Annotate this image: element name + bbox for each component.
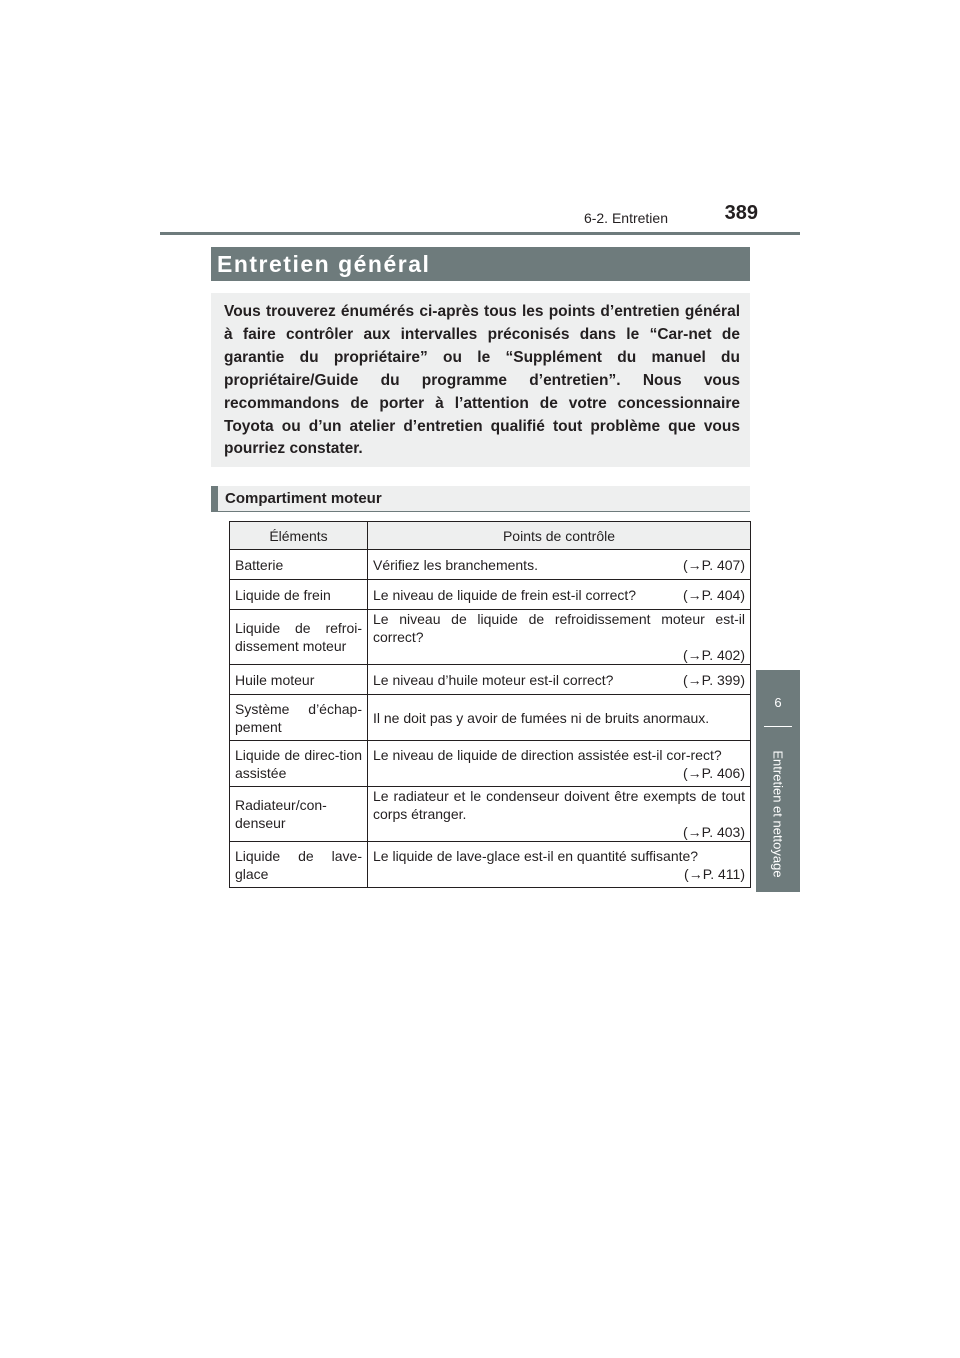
row-check bbox=[368, 695, 751, 741]
row-item: Liquide de refroi-dissement moteur bbox=[230, 610, 368, 665]
subsection-title: Compartiment moteur bbox=[225, 490, 382, 507]
row-check-text: Vérifiez les branchements. bbox=[373, 556, 538, 573]
row-item: Liquide de direc-tion assistée bbox=[230, 741, 368, 787]
header-rule bbox=[160, 232, 800, 235]
table-row bbox=[230, 787, 751, 842]
row-check bbox=[368, 787, 751, 842]
chapter-tab-divider bbox=[764, 726, 792, 727]
row-check bbox=[368, 610, 751, 665]
page-reference: (→P. 406) bbox=[683, 764, 745, 781]
row-item: Liquide de lave-glace bbox=[230, 842, 368, 888]
row-item: Liquide de frein bbox=[230, 580, 368, 610]
row-check-text: Le liquide de lave-glace est-il en quantité suffisante? bbox=[373, 847, 699, 864]
chapter-number: 6 bbox=[774, 695, 782, 710]
intro-text: Vous trouverez énumérés ci-après tous les points d’entretien général à faire contrôler aux intervalles préconisés dans le “Car-net de garantie du propriétaire” ou le “Supplément du manuel du propriétaire/Guide du programme d’entretien”. Nous vous recommandons de porter à l’attention de votre concessionnaire Toyota ou d’un atelier d’entretien qualifié tout problème que vous pourriez constater. bbox=[224, 303, 740, 458]
table-row bbox=[230, 695, 751, 741]
row-item: Batterie bbox=[230, 550, 368, 580]
page-reference: (→P. 399) bbox=[683, 671, 745, 688]
row-check-text: Le niveau de liquide de frein est-il correct? bbox=[373, 586, 637, 603]
table-row bbox=[230, 550, 751, 580]
row-check bbox=[368, 580, 751, 610]
row-check bbox=[368, 741, 751, 787]
page-reference: (→P. 407) bbox=[683, 556, 745, 573]
header-section-title: 6-2. Entretien bbox=[583, 210, 668, 226]
page-reference: (→P. 403) bbox=[683, 824, 745, 840]
row-item: Huile moteur bbox=[230, 665, 368, 695]
row-item: Radiateur/con-denseur bbox=[230, 787, 368, 842]
intro-box bbox=[211, 293, 750, 467]
chapter-label: Entretien et nettoyage bbox=[770, 750, 786, 878]
row-check-text: Le niveau d’huile moteur est-il correct? bbox=[373, 671, 614, 688]
row-check-text: Le niveau de liquide de direction assistée est-il cor-rect? bbox=[373, 746, 722, 763]
page-reference: (→P. 404) bbox=[683, 586, 745, 603]
chapter-side-tab bbox=[756, 670, 800, 892]
page-reference: (→P. 402) bbox=[683, 647, 745, 663]
page-reference: (→P. 411) bbox=[684, 865, 745, 882]
row-item: Système d’échap-pement bbox=[230, 695, 368, 741]
subsection-header bbox=[211, 486, 750, 512]
table-row bbox=[230, 665, 751, 695]
section-title: Entretien général bbox=[211, 247, 750, 281]
row-check-text: Le niveau de liquide de refroidissement moteur est-il correct? bbox=[373, 611, 745, 645]
subsection-marker bbox=[211, 486, 218, 511]
table-header-row bbox=[230, 522, 751, 550]
row-check bbox=[368, 665, 751, 695]
inspection-table bbox=[229, 521, 751, 888]
column-header-items: Éléments bbox=[230, 522, 368, 550]
page-number: 389 bbox=[724, 202, 758, 224]
column-header-checks: Points de contrôle bbox=[368, 522, 751, 550]
row-check-text: Il ne doit pas y avoir de fumées ni de bruits anormaux. bbox=[373, 709, 710, 726]
table-row bbox=[230, 610, 751, 665]
page-header bbox=[160, 200, 800, 236]
table-row bbox=[230, 741, 751, 787]
table-row bbox=[230, 842, 751, 888]
table-row bbox=[230, 580, 751, 610]
row-check-text: Le radiateur et le condenseur doivent être exempts de tout corps étranger. bbox=[373, 788, 745, 822]
row-check bbox=[368, 842, 751, 888]
row-check bbox=[368, 550, 751, 580]
